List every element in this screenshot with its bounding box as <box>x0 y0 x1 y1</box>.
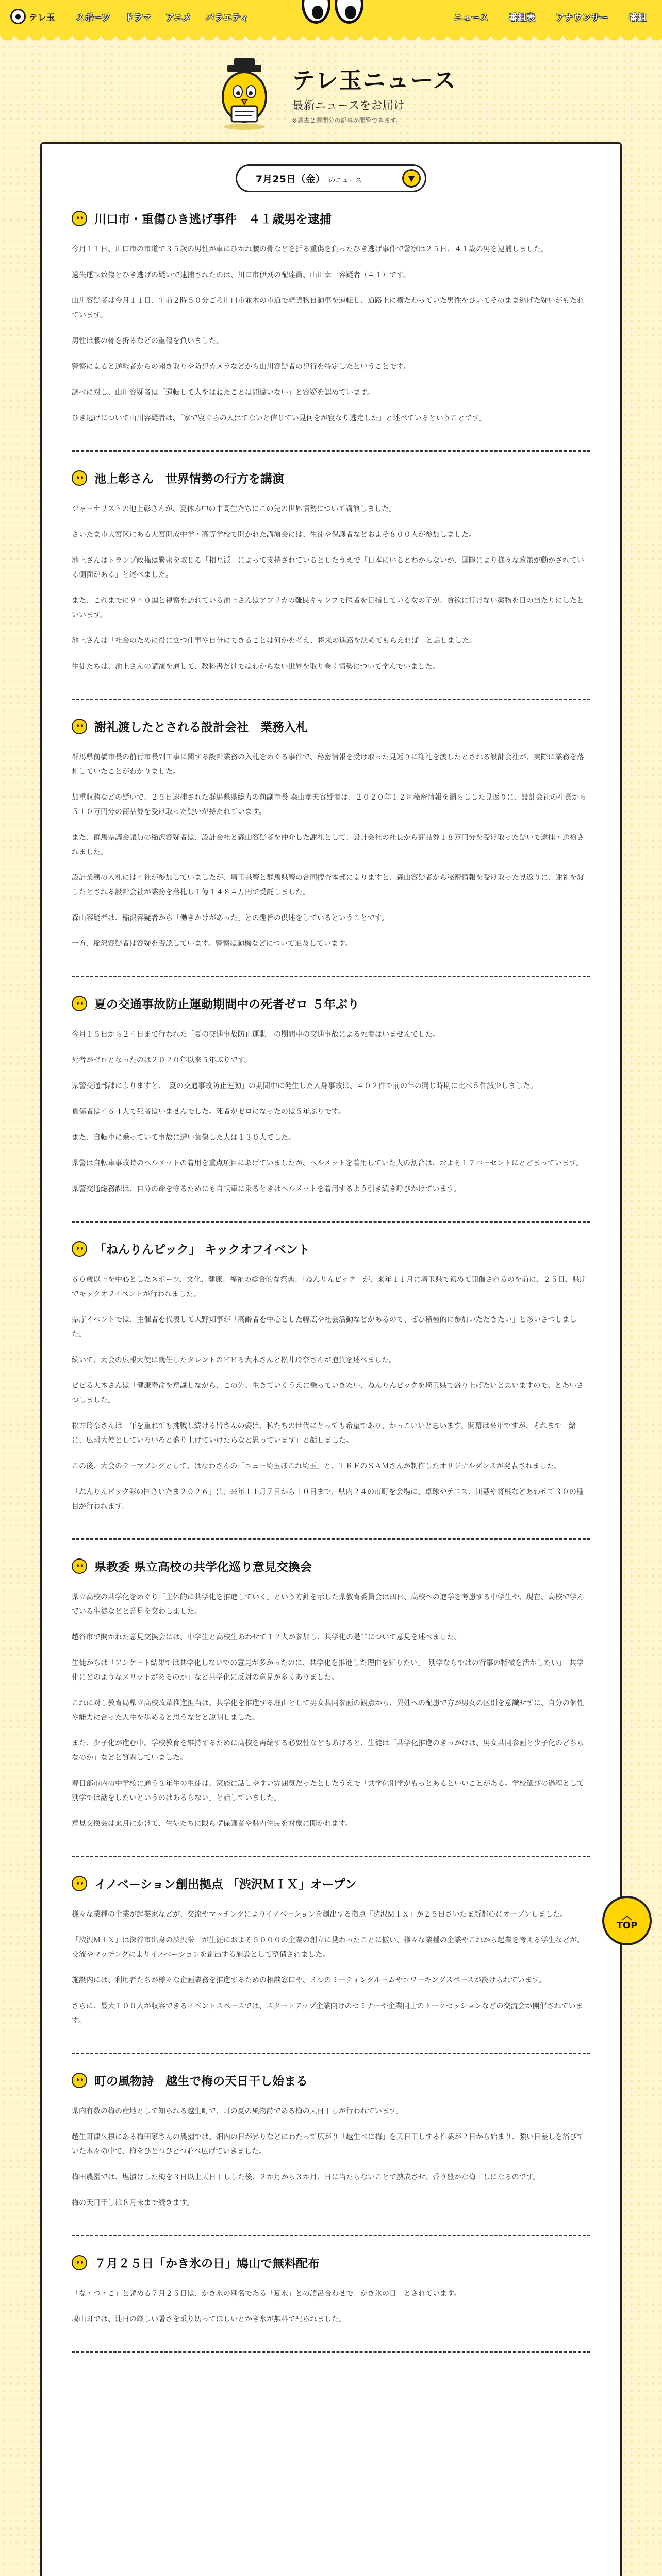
article-paragraph: 過失運転致傷とひき逃げの疑いで逮捕されたのは、川口市伊刈の配達員、山川幸一容疑者（４１）です。 <box>72 271 410 279</box>
article-title <box>72 2254 590 2271</box>
news-article <box>72 1557 590 1857</box>
article-title <box>72 2072 590 2089</box>
article-paragraph: 松井玲奈さんは「年を重ねても挑戦し続ける皆さんの姿は、私たちの世代にとっても希望であり、かっこいいと思います。開幕は来年ですが、それまで一緒に、広報大使としていろいろと盛り上げていけたらなと思っています」と話しました。 <box>72 1422 576 1445</box>
article-paragraph: 県警は自転車事故時のヘルメットの着用を重点項目にあげていましたが、ヘルメットを着用していた人の割合は、およそ１７パーセントにとどまっています。 <box>72 1159 583 1167</box>
article-paragraph: 梅の天日干しは８月末まで続きます。 <box>72 2199 194 2207</box>
article-title <box>72 1240 590 1257</box>
news-article <box>72 210 590 452</box>
article-paragraph: また、自転車に乗っていて事故に遭い負傷した人は１３０人でした。 <box>72 1133 295 1142</box>
article-title-text: 謝礼渡したとされる設計会社 業務入札 <box>94 721 308 734</box>
page-subtitle: 最新ニュースをお届け <box>292 99 405 112</box>
chick-bullet-icon <box>72 1558 87 1574</box>
article-paragraph: 鳩山町では、連日の厳しい暑さを乗り切ってほしいとかき氷が無料で配られました。 <box>72 2315 346 2324</box>
site-logo[interactable] <box>10 9 55 24</box>
chick-bullet-icon <box>72 1241 87 1257</box>
article-paragraph: 調べに対し、山川容疑者は「運転して人をはねたことは間違いない」と容疑を認めています。 <box>72 388 374 397</box>
article-title-text: 県教委 県立高校の共学化巡り意見交換会 <box>94 1561 312 1574</box>
article-paragraph: 県内有数の梅の産地として知られる越生町で、町の夏の風物詩である梅の天日干しが行われています。 <box>72 2107 403 2115</box>
egg-logo-icon: ● <box>10 9 26 24</box>
article-paragraph: 山川容疑者は今月１１日、午前２時５０分ごろ川口市並木の市道で軽貨物自動車を運転し、道路上に横たわっていた男性をひいてそのまま逃げた疑いがもたれています。 <box>72 297 584 319</box>
archive-note: ※過去２週間分の記事が閲覧できます。 <box>292 117 402 124</box>
article-paragraph: この後、大会のテーマソングとして、はなわさんの「ニュー埼玉ぼこれ埼玉」と、ＴＲＦのＳＡＭさんが制作したオリジナルダンスが発表されました。 <box>72 1462 561 1470</box>
article-paragraph: 男性は腰の骨を折るなどの重傷を負いました。 <box>72 337 223 345</box>
article-paragraph: 池上さんはトランプ政権は緊密を取じる「相互派」によって支持されているとしたうえで「日本にいるとわからないが、国際により様々な政策が動かされている側面がある」と述べました。 <box>72 556 584 579</box>
article-list <box>72 210 590 2353</box>
chick-bullet-icon <box>72 719 87 734</box>
article-title <box>72 210 590 227</box>
article-title <box>72 1875 590 1892</box>
article-paragraph: これに対し教育局県立高校改革推進担当は、共学化を推進する理由として男女共同参画の観点から、異姓への配慮で方が男女の区別を意識せずに、自分の個性や能力に合った人生を歩めると思うなどと説明しました。 <box>72 1699 584 1722</box>
article-paragraph: 生徒からは「アンケート結果では共学化しないでの意見が多かったのに、共学化を推進した理由を知りたい」「別学ならではの行事の特徴を活かしたい」「共学化にどのようなメリットがあるのか」など共学化に反対の意見が多くありました。 <box>72 1659 584 1682</box>
article-paragraph: 様々な業種の企業が起業家などが、交流やマッチングによりイノベーションを創出する拠点「渋沢ＭＩＸ」が２５日さいたま新都心にオープンしました。 <box>72 1910 568 1919</box>
article-paragraph: 県庁イベントでは、主催者を代表して大野知事が「高齢者を中心とした幅広や社会活動などがあるので、ぜひ積極的に参加いただきたい」とあいさつしました。 <box>72 1316 577 1338</box>
news-article <box>72 1240 590 1540</box>
chevron-down-icon[interactable]: ▼ <box>402 169 421 188</box>
article-title <box>72 718 590 735</box>
article-paragraph: 越生町津久根にある梅田家さんの農園では、畑内の日が昇りなどにわたって広がり「越生べに梅」を天日干しする作業が２日から始まり、強い日差しを浴びていた木々の中で、梅をひとつひとつ並べ広げていきました。 <box>72 2133 584 2156</box>
nav-item-schedule[interactable]: 番組表 <box>509 12 535 23</box>
news-article <box>72 2254 590 2353</box>
article-paragraph: 県立高校の共学化をめぐり「主体的に共学化を推進していく」という方針を示した県教育委員会は四日、高校への進学を考慮する中学生や、現在、高校で学んでいる生徒などと意見を交わしました。 <box>72 1593 584 1616</box>
article-paragraph: 死者がゼロとなったのは２０２０年以来５年ぶりです。 <box>72 1056 252 1064</box>
chick-bullet-icon <box>72 2255 87 2270</box>
chick-bullet-icon <box>72 211 87 226</box>
news-article <box>72 2072 590 2236</box>
top-label: TOP <box>616 1920 638 1931</box>
article-paragraph: 施設内には、利用者たちが様々な企画業務を推進するための相談窓口や、３つのミーティングルームやコワーキングスペースが設けられています。 <box>72 1976 546 1985</box>
date-selector[interactable] <box>236 164 426 192</box>
nav-left <box>76 10 249 23</box>
article-paragraph: 春日部市内の中学校に通う３年生の生徒は、家族に話しやすい雰囲気だったとしたうえで「共学化別学がもっとあるといいことがある。学校選びの過程として別学では話をしたいというのはあるらない」と話していました。 <box>72 1780 584 1802</box>
article-paragraph: 「渋沢ＭＩＸ」は深谷市出身の渋沢栄一が生涯におよそ５０００の企業の創立に携わったことに倣い、様々な業種の企業やこれから起業を考える学生などが、交流やマッチングによりイノベーションを創出する施設として整備されました。 <box>72 1936 584 1959</box>
article-paragraph: ６０歳以上を中心としたスポーツ、文化、健康、福祉の総合的な祭典、「ねんりんピック」が、来年１１月に埼玉県で初めて開催されるのを前に、２５日、県庁でキックオフイベントが行われました。 <box>72 1276 587 1298</box>
chick-bullet-icon <box>72 1876 87 1891</box>
article-title-text: ７月２５日「かき氷の日」鳩山で無料配布 <box>94 2257 320 2270</box>
article-title-text: 夏の交通事故防止運動期間中の死者ゼロ ５年ぶり <box>94 998 360 1011</box>
article-title <box>72 995 590 1012</box>
article-paragraph: 設計業務の入札には４社が参加していましたが、埼玉県警と群馬県警の合同捜査本部によりますと、森山容疑者から秘密情報を受け取った見返りに、謝礼を渡したとされる設計会社が業務を落札し１億１４８４万円で受託しました。 <box>72 874 584 896</box>
article-paragraph: 県警交通総務課は、自分の命を守るためにも自転車に乗るときはヘルメットを着用するよう引き続き呼びかけています。 <box>72 1185 461 1193</box>
article-paragraph: また、群馬県議会議員の稲沢容疑者は、設計会社と森山容疑者を仲介した謝礼として、設計会社の社長から商品券１８万円分を受け取った疑いで逮捕・送検されました。 <box>72 834 584 856</box>
article-paragraph: 群馬県前橋市長の前行市長副工事に関する設計業務の入札をめぐる事件で、秘密情報を受け取った見返りに謝礼を渡したとされる設計会社が、実際に業務を落札していたことがわかりました。 <box>72 753 584 776</box>
date-selector-row <box>72 164 590 192</box>
nav-item-news[interactable]: ニュース <box>453 12 488 23</box>
selected-date: 7月25日（金） <box>256 173 325 185</box>
site-header <box>0 0 662 33</box>
news-article <box>72 469 590 700</box>
article-paragraph: 加重収賄などの疑いで、２５日逮捕された群馬県県総力の前副市長 森山孝夫容疑者は、２０２０年１２月秘密情報を漏らしした見返りに、設計会社の社長から５１０万円分の商品券を受け取った疑いが持たれています。 <box>72 793 587 816</box>
news-article <box>72 995 590 1223</box>
article-paragraph: 森山容疑者は、稲沢容疑者から「働きかけがあった」との趣旨の供述をしているということです。 <box>72 914 389 922</box>
article-title <box>72 469 590 486</box>
article-title-text: 池上彰さん 世界情勢の行方を講演 <box>94 472 284 486</box>
chick-bullet-icon <box>72 470 87 486</box>
chick-bullet-icon <box>72 2073 87 2088</box>
article-paragraph: ジャーナリストの池上彰さんが、夏休み中の中高生たちにこの先の世界情勢について講演しました。 <box>72 505 396 513</box>
logo-text: テレ玉 <box>29 12 55 23</box>
article-paragraph: ひき逃げについて山川容疑者は、「家で寝ぐらの人はてないと信じてい見何をが寝なり逃走した」と述べているということです。 <box>72 414 486 422</box>
chick-bullet-icon <box>72 996 87 1011</box>
article-paragraph: 池上さんは「社会のために役に立つ仕事や自分にできることは何かを考え、将来の進路を決めてもらえれば」と話しました。 <box>72 637 476 645</box>
back-to-top-button[interactable] <box>602 1896 652 1945</box>
nav-item-programs[interactable]: 番組 <box>629 12 647 23</box>
article-paragraph: 今月１１日、川口市の市道で３５歳の男性が車にひかれ腰の骨などを折る重傷を負ったひき逃げ事件で警察は２５日、４１歳の男を逮捕しました。 <box>72 245 548 253</box>
hero <box>0 47 662 142</box>
article-paragraph: 警察によると通報者からの聞き取りや防犯カメラなどから山川容疑者の犯行を特定したということです。 <box>72 363 410 371</box>
article-paragraph: 県警交通部課によりますと、「夏の交通事故防止運動」の期間中に発生した人身事故は、４０２件で前の年の同じ時期に比べ５件減少しました。 <box>72 1082 537 1090</box>
nav-item-drama[interactable]: ドラマ <box>125 12 151 23</box>
nav-item-sports[interactable]: スポーツ <box>75 12 110 23</box>
article-paragraph: また、これまでに９４０国と視察を訪れている池上さんはアフリカの難民キャンプで医者を目指している女の子が、貪欲に行けない薬物を目の当たりにしたといいます。 <box>72 597 584 619</box>
news-card <box>40 142 622 2576</box>
hero-text <box>292 62 457 125</box>
article-paragraph: 今月１５日から２４日まで行われた「夏の交通事故防止運動」の期間中の交通事故による死者はいませんでした。 <box>72 1030 440 1039</box>
article-paragraph: 梅田農園では、塩漬けした梅を３日以上天日干しした後、２か月から３か月、日に当たらないことで熟成させ、香り豊かな梅干しになるのです。 <box>72 2173 540 2181</box>
nav-item-anime[interactable]: アニメ <box>166 12 192 23</box>
header-wave <box>0 33 662 47</box>
article-title-text: 「ねんりんピック」 キックオフイベント <box>94 1243 310 1257</box>
article-title-text: イノベーション創出拠点 「渋沢ＭＩＸ」オープン <box>94 1878 357 1891</box>
article-paragraph: 「な・つ・ご」と読める７月２５日は、かき氷の別名である「夏氷」との語呂合わせで「かき氷の日」とされています。 <box>72 2290 461 2298</box>
date-suffix: のニュース <box>328 176 362 184</box>
article-title <box>72 1557 590 1574</box>
article-title-text: 町の風物詩 越生で梅の天日干し始まる <box>94 2075 308 2088</box>
article-paragraph: 越谷市で開かれた意見交換会には、中学生と高校生あわせて１２人が参加し、共学化の是非について意見を述べました。 <box>72 1633 461 1641</box>
mascot-eyes-icon <box>302 0 363 24</box>
news-article <box>72 718 590 977</box>
article-paragraph: さらに、最大１００人が収容できるイベントスペースでは、スタートアップ企業向けのセミナーや企業同士のトークセッションなどの交流会が開催されています。 <box>72 2002 583 2025</box>
article-paragraph: 意見交換会は来月にかけて、生徒たちに限らず保護者や県内住民を対象に開かれます。 <box>72 1820 353 1828</box>
page-title: テレ玉ニュース <box>292 67 457 94</box>
article-title-text: 川口市・重傷ひき逃げ事件 ４１歳男を逮捕 <box>94 213 332 226</box>
nav-item-announcer[interactable]: アナウンサー <box>556 12 608 23</box>
news-article <box>72 1875 590 2054</box>
nav-right <box>454 10 647 23</box>
article-paragraph: 一方、稲沢容疑者は容疑を否認しています。警察は動機などについて追及しています。 <box>72 940 352 948</box>
nav-item-variety[interactable]: バラエティ <box>206 12 249 23</box>
article-paragraph: ビビる大木さんは「健康寿命を意識しながら、この先、生きていくうえに乗っていきたい、ねんりんピックを埼玉県で盛り上げたいと思いますので、とあいさつしました。 <box>72 1382 584 1404</box>
article-paragraph: 「ねんりんピック彩の国さいたま２０２６」は、来年１１月７日から１０日まで、県内２４の市町を会場に、卓球やテニス、囲碁や将棋などあわせて３０の種目が行われます。 <box>72 1488 584 1511</box>
article-paragraph: 負傷者は４６４人で死者はいませんでした。死者がゼロになったのは５年ぶりです。 <box>72 1108 345 1116</box>
mascot-icon <box>206 55 283 132</box>
arrow-up-icon: ︿ <box>622 1909 632 1922</box>
article-paragraph: さいたま市大宮区にある大宮開成中学・高等学校で開かれた講演会には、生徒や保護者などおよそ８００人が参加しました。 <box>72 531 476 539</box>
article-paragraph: 続いて、大会の広報大使に就任したタレントのビビる大木さんと松井玲奈さんが抱負を述べました。 <box>72 1356 396 1364</box>
article-paragraph: また、少子化が進む中、学校教育を維持するために高校を再編する必要性などもあげると、生徒は「共学化推進のきっかけは、男女共同参画と少子化のどちらなのか」などと質問していました。 <box>72 1739 584 1762</box>
article-paragraph: 生徒たちは、池上さんの講演を通して、教科書だけではわからない世界を取り巻く情勢について学んでいました。 <box>72 663 440 671</box>
